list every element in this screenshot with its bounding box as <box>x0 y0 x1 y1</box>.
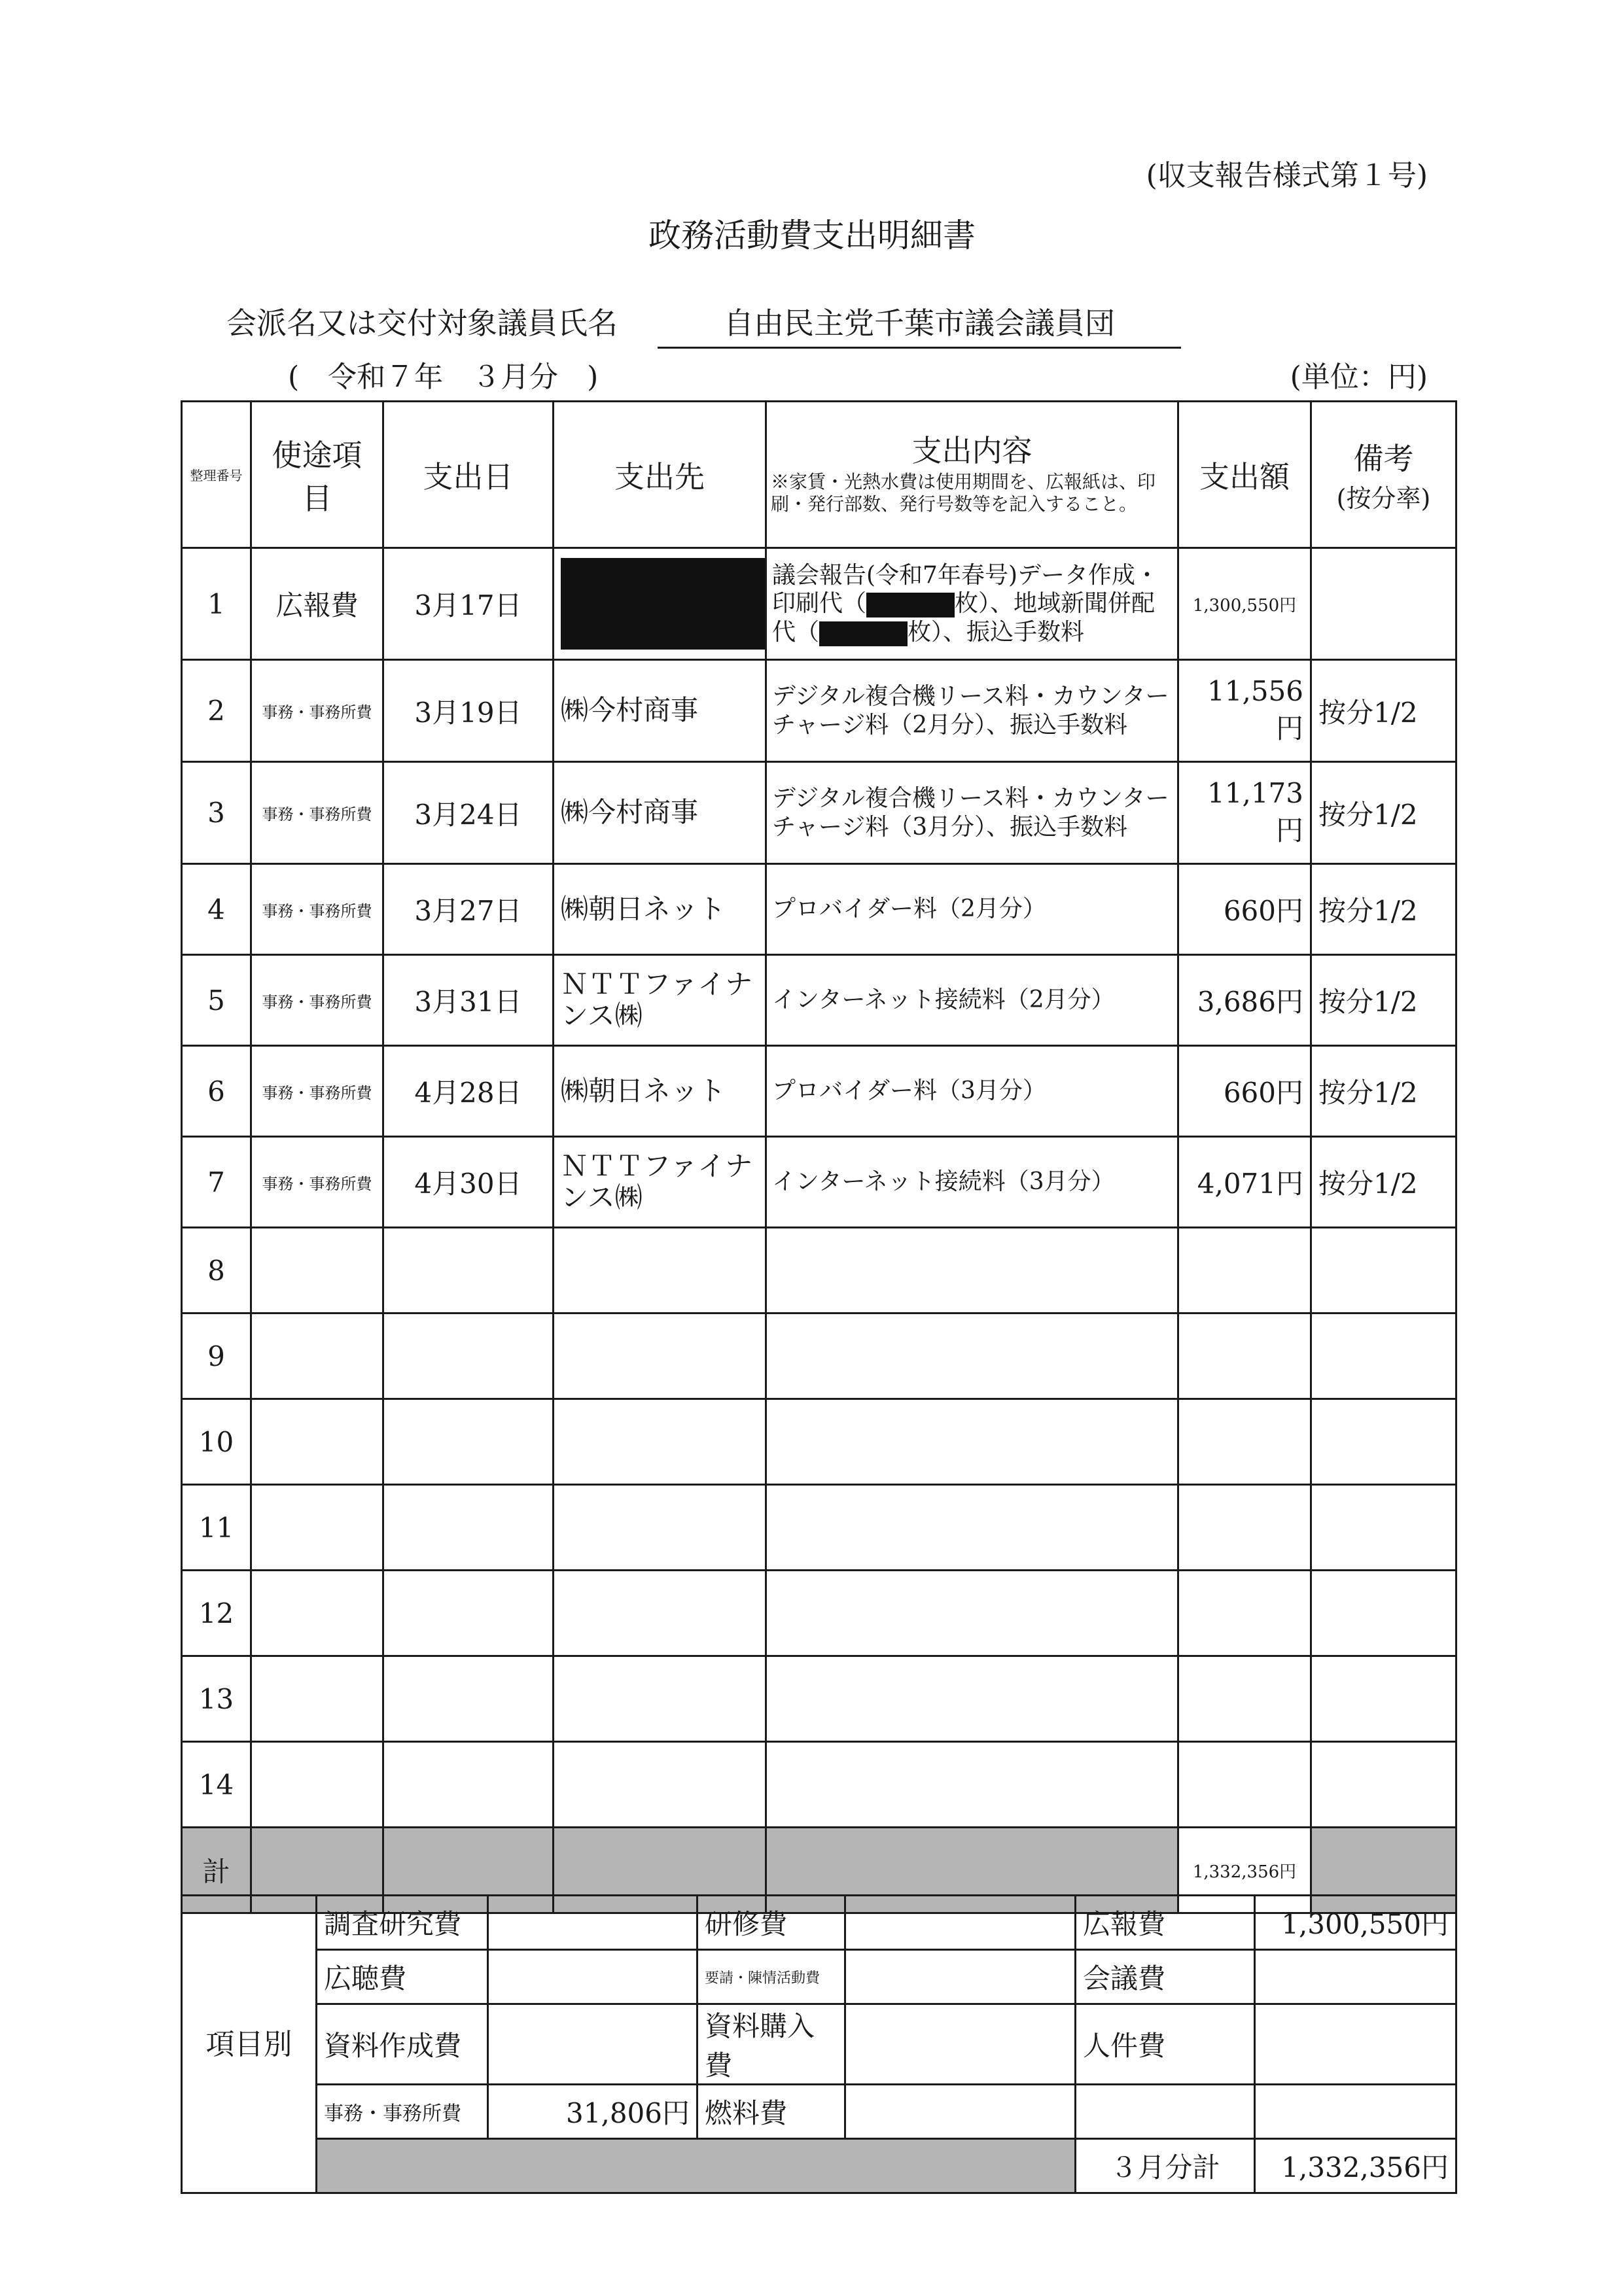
summary-row <box>182 1950 1456 2004</box>
summary-label: 会議費 <box>1076 1950 1255 2004</box>
summary-label: 要請・陳情活動費 <box>697 1950 845 2004</box>
row-category: 事務・事務所費 <box>251 1137 383 1228</box>
table-row <box>182 1399 1456 1485</box>
row-num: 7 <box>182 1137 251 1228</box>
summary-side-label: 項目別 <box>182 1896 317 2193</box>
header-remark-title: 備考 <box>1353 441 1414 476</box>
table-row <box>182 548 1456 660</box>
row-date: 3月17日 <box>383 548 554 660</box>
row-description <box>766 1571 1178 1656</box>
row-description <box>766 548 1178 660</box>
row-amount: 3,686円 <box>1178 955 1311 1046</box>
redaction-block <box>866 593 955 617</box>
summary-value <box>845 2085 1076 2139</box>
expense-table <box>181 400 1457 1914</box>
report-period: ( 令和７年 ３月分 ) <box>288 360 599 394</box>
row-date: 3月19日 <box>383 660 554 762</box>
row-category: 事務・事務所費 <box>251 762 383 864</box>
summary-value <box>1255 2085 1456 2139</box>
row-category: 事務・事務所費 <box>251 660 383 762</box>
row-amount: 1,300,550円 <box>1178 548 1311 660</box>
row-category <box>251 1571 383 1656</box>
row-num: 5 <box>182 955 251 1046</box>
row-description <box>766 1742 1178 1828</box>
table-row <box>182 1485 1456 1571</box>
header-date: 支出日 <box>383 402 554 548</box>
row-description <box>766 1228 1178 1313</box>
row-description: インターネット接続料（2月分） <box>766 955 1178 1046</box>
party-label: 会派名又は交付対象議員氏名 <box>226 305 618 341</box>
row-amount: 660円 <box>1178 1046 1311 1137</box>
row-date: 3月27日 <box>383 864 554 955</box>
row-num: 3 <box>182 762 251 864</box>
table-row <box>182 1656 1456 1742</box>
table-row <box>182 1571 1456 1656</box>
row-num: 13 <box>182 1656 251 1742</box>
row-payee-redacted <box>554 548 766 660</box>
header-description <box>766 402 1178 548</box>
row-amount: 11,173円 <box>1178 762 1311 864</box>
header-num: 整理番号 <box>182 402 251 548</box>
row-num: 11 <box>182 1485 251 1571</box>
row-payee <box>554 1313 766 1399</box>
row-remark <box>1311 548 1456 660</box>
row-remark <box>1311 1228 1456 1313</box>
header-description-title: 支出内容 <box>911 432 1033 468</box>
header-amount: 支出額 <box>1178 402 1311 548</box>
row-description <box>766 1485 1178 1571</box>
row-date: 3月24日 <box>383 762 554 864</box>
summary-value <box>488 2004 697 2085</box>
desc-part-b: 枚）、地域新聞併配代（ <box>772 590 1156 646</box>
row-amount <box>1178 1656 1311 1742</box>
row-num: 6 <box>182 1046 251 1137</box>
summary-row <box>182 2004 1456 2085</box>
row-date <box>383 1571 554 1656</box>
row-description <box>766 1656 1178 1742</box>
total-label: 計 <box>182 1828 251 1913</box>
row-payee: ㈱朝日ネット <box>554 864 766 955</box>
row-payee: ㈱今村商事 <box>554 762 766 864</box>
table-row <box>182 864 1456 955</box>
row-category <box>251 1485 383 1571</box>
summary-label: 資料作成費 <box>317 2004 488 2085</box>
summary-total-row <box>182 2139 1456 2193</box>
desc-part-c: 枚）、振込手数料 <box>908 618 1085 646</box>
row-payee: ＮＴＴファイナンス㈱ <box>554 955 766 1046</box>
row-num: 1 <box>182 548 251 660</box>
row-description <box>766 1313 1178 1399</box>
row-date: 4月28日 <box>383 1046 554 1137</box>
row-payee <box>554 1571 766 1656</box>
row-category <box>251 1742 383 1828</box>
summary-value <box>488 1896 697 1950</box>
summary-row <box>182 1896 1456 1950</box>
row-amount <box>1178 1399 1311 1485</box>
row-remark <box>1311 1313 1456 1399</box>
row-payee: ＮＴＴファイナンス㈱ <box>554 1137 766 1228</box>
form-number: (収支報告様式第１号) <box>1146 159 1428 192</box>
row-num: 10 <box>182 1399 251 1485</box>
row-num: 8 <box>182 1228 251 1313</box>
month-total-value: 1,332,356円 <box>1255 2139 1456 2193</box>
summary-value: 1,300,550円 <box>1255 1896 1456 1950</box>
summary-value <box>1255 2004 1456 2085</box>
summary-label: 人件費 <box>1076 2004 1255 2085</box>
row-date: 4月30日 <box>383 1137 554 1228</box>
total-amount: 1,332,356円 <box>1178 1828 1311 1913</box>
table-row <box>182 660 1456 762</box>
summary-label: 事務・事務所費 <box>317 2085 488 2139</box>
row-category <box>251 1313 383 1399</box>
row-description: デジタル複合機リース料・カウンターチャージ料（3月分）、振込手数料 <box>766 762 1178 864</box>
summary-value <box>845 1896 1076 1950</box>
row-description <box>766 1399 1178 1485</box>
redaction-block <box>561 558 766 650</box>
summary-label: 広報費 <box>1076 1896 1255 1950</box>
row-payee <box>554 1742 766 1828</box>
table-row <box>182 1046 1456 1137</box>
table-row <box>182 762 1456 864</box>
row-date <box>383 1313 554 1399</box>
row-num: 4 <box>182 864 251 955</box>
row-amount <box>1178 1228 1311 1313</box>
row-remark <box>1311 1399 1456 1485</box>
month-total-label: ３月分計 <box>1076 2139 1255 2193</box>
summary-label: 研修費 <box>697 1896 845 1950</box>
summary-row <box>182 2085 1456 2139</box>
row-category: 広報費 <box>251 548 383 660</box>
row-remark: 按分1/2 <box>1311 1137 1456 1228</box>
row-date <box>383 1742 554 1828</box>
summary-label: 調査研究費 <box>317 1896 488 1950</box>
summary-value <box>488 1950 697 2004</box>
row-remark: 按分1/2 <box>1311 1046 1456 1137</box>
row-payee: ㈱朝日ネット <box>554 1046 766 1137</box>
redaction-block <box>819 621 908 646</box>
row-payee <box>554 1228 766 1313</box>
row-payee <box>554 1485 766 1571</box>
row-amount: 11,556円 <box>1178 660 1311 762</box>
row-payee <box>554 1399 766 1485</box>
header-payee: 支出先 <box>554 402 766 548</box>
summary-value <box>1255 1950 1456 2004</box>
row-remark <box>1311 1656 1456 1742</box>
category-summary-table <box>181 1894 1457 2194</box>
header-description-note: ※家賃・光熱水費は使用期間を、広報紙は、印刷・発行部数、発行号数等を記入すること。 <box>771 471 1156 515</box>
table-row <box>182 1313 1456 1399</box>
row-amount <box>1178 1313 1311 1399</box>
summary-label: 資料購入費 <box>697 2004 845 2085</box>
table-header-row <box>182 402 1456 548</box>
unit-label: (単位：円) <box>1290 360 1428 394</box>
row-description: デジタル複合機リース料・カウンターチャージ料（2月分）、振込手数料 <box>766 660 1178 762</box>
row-remark: 按分1/2 <box>1311 864 1456 955</box>
desc-part-a: 議会報告(令和7年春号)データ作成・印刷代（ <box>772 562 1159 617</box>
page-title: 政務活動費支出明細書 <box>648 217 976 254</box>
row-payee: ㈱今村商事 <box>554 660 766 762</box>
row-date <box>383 1485 554 1571</box>
row-num: 12 <box>182 1571 251 1656</box>
party-name: 自由民主党千葉市議会議員団 <box>658 300 1181 349</box>
summary-label <box>1076 2085 1255 2139</box>
row-category: 事務・事務所費 <box>251 955 383 1046</box>
row-remark <box>1311 1571 1456 1656</box>
header-category: 使途項目 <box>251 402 383 548</box>
row-category: 事務・事務所費 <box>251 1046 383 1137</box>
row-remark <box>1311 1742 1456 1828</box>
row-payee <box>554 1656 766 1742</box>
row-num: 9 <box>182 1313 251 1399</box>
row-amount: 660円 <box>1178 864 1311 955</box>
table-row <box>182 1228 1456 1313</box>
header-remark <box>1311 402 1456 548</box>
row-remark <box>1311 1485 1456 1571</box>
summary-gray-area <box>317 2139 1076 2193</box>
row-num: 14 <box>182 1742 251 1828</box>
header-remark-sub: (按分率) <box>1336 484 1431 513</box>
summary-label: 燃料費 <box>697 2085 845 2139</box>
table-row <box>182 1137 1456 1228</box>
row-date <box>383 1399 554 1485</box>
row-description: インターネット接続料（3月分） <box>766 1137 1178 1228</box>
row-description: プロバイダー料（3月分） <box>766 1046 1178 1137</box>
row-amount <box>1178 1742 1311 1828</box>
table-row <box>182 955 1456 1046</box>
table-row <box>182 1742 1456 1828</box>
row-amount <box>1178 1571 1311 1656</box>
summary-value: 31,806円 <box>488 2085 697 2139</box>
summary-value <box>845 1950 1076 2004</box>
row-description: プロバイダー料（2月分） <box>766 864 1178 955</box>
row-amount: 4,071円 <box>1178 1137 1311 1228</box>
row-remark: 按分1/2 <box>1311 762 1456 864</box>
summary-value <box>845 2004 1076 2085</box>
row-amount <box>1178 1485 1311 1571</box>
row-date <box>383 1228 554 1313</box>
row-date: 3月31日 <box>383 955 554 1046</box>
row-date <box>383 1656 554 1742</box>
summary-label: 広聴費 <box>317 1950 488 2004</box>
row-category <box>251 1656 383 1742</box>
row-remark: 按分1/2 <box>1311 955 1456 1046</box>
row-remark: 按分1/2 <box>1311 660 1456 762</box>
row-category <box>251 1399 383 1485</box>
row-category: 事務・事務所費 <box>251 864 383 955</box>
row-num: 2 <box>182 660 251 762</box>
row-category <box>251 1228 383 1313</box>
